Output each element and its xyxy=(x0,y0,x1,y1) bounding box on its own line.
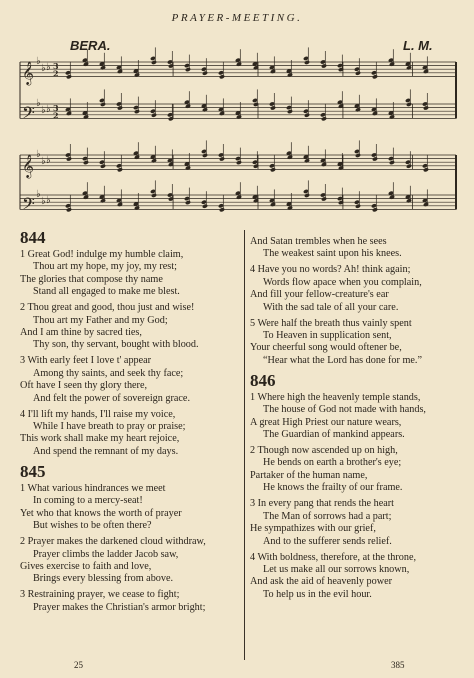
verse-line: 5 Were half the breath thus vainly spent xyxy=(250,317,412,329)
note-head xyxy=(304,113,310,118)
flat-icon: ♭ xyxy=(41,105,46,116)
verse-line: The Guardian of mankind appears. xyxy=(263,429,405,441)
hymn-block xyxy=(250,236,465,367)
note-head xyxy=(321,116,327,121)
note-head xyxy=(117,167,123,172)
verse-line: Thou art my Father and my God; xyxy=(33,314,168,326)
verse-line: Your cheerful song would oftener be, xyxy=(250,342,402,354)
note-head xyxy=(134,155,140,160)
verse-line: Among thy saints, and seek thy face; xyxy=(33,367,184,379)
note-head xyxy=(270,167,276,172)
stanza xyxy=(250,392,465,442)
note-head xyxy=(389,195,395,200)
verse-line: 1 Great God! indulge my humble claim, xyxy=(20,249,184,260)
note-head xyxy=(423,105,429,110)
page-number: 385 xyxy=(391,660,405,670)
note-head xyxy=(219,111,225,116)
note-head xyxy=(355,107,361,112)
note-head xyxy=(236,114,242,119)
note-head xyxy=(372,74,378,79)
verse-line: The glories that compose thy name xyxy=(20,273,163,285)
bass-clef: 𝄢 xyxy=(22,193,35,218)
hymn-number: 844 xyxy=(20,228,46,247)
note-head xyxy=(151,113,157,118)
note-head xyxy=(219,74,225,79)
verse-line: To Heaven in supplication sent, xyxy=(263,330,392,342)
note-head xyxy=(134,205,140,210)
note-head xyxy=(202,107,208,112)
note-head xyxy=(321,63,327,68)
note-head xyxy=(66,111,72,116)
stanza xyxy=(250,264,465,314)
flat-icon: ♭ xyxy=(41,156,46,167)
stanza xyxy=(250,445,465,495)
note-head xyxy=(287,205,293,210)
music-notation xyxy=(0,0,474,226)
flat-icon: ♭ xyxy=(46,195,51,206)
verse-line: And I am thine by sacred ties, xyxy=(20,327,142,339)
verse-line: This work shall make my heart rejoice, xyxy=(20,433,180,445)
verse-line: 3 With early feet I love t' appear xyxy=(20,355,152,367)
note-head xyxy=(270,202,276,207)
verse-line: Yet who that knows the worth of prayer xyxy=(20,507,182,519)
verse-line: “Hear what the Lord has done for me.” xyxy=(263,354,422,366)
verse-line: Brings every blessing from above. xyxy=(33,573,174,585)
verse-line: 3 Restraining prayer, we cease to fight; xyxy=(20,589,180,601)
note-head xyxy=(134,72,140,77)
verse-line: He sympathizes with our grief, xyxy=(250,523,376,535)
note-head xyxy=(117,202,123,207)
hymn-number: 845 xyxy=(20,461,46,481)
note-head xyxy=(287,155,293,160)
verse-line: Prayer makes the Christian's armor bright; xyxy=(33,601,206,613)
stanza xyxy=(20,355,242,405)
verse-line: He knows the frailty of our frame. xyxy=(263,482,403,494)
page-header: PRAYER-MEETING. xyxy=(171,12,303,24)
time-signature-top: 3 xyxy=(53,103,59,113)
verse-line: The Man of sorrows had a part; xyxy=(263,510,392,522)
treble-clef: 𝄞 xyxy=(22,153,34,178)
note-head xyxy=(83,160,89,165)
note-head xyxy=(100,198,106,203)
verse-line: 2 Prayer makes the darkened cloud withdraw, xyxy=(20,536,206,548)
note-head xyxy=(236,62,242,67)
verse-line: 4 I'll lift my hands, I'll raise my voice, xyxy=(20,408,176,420)
note-head xyxy=(83,114,89,119)
note-head xyxy=(83,62,89,67)
note-head xyxy=(423,202,429,207)
note-head xyxy=(372,156,378,161)
note-head xyxy=(185,104,191,109)
note-head xyxy=(83,195,89,200)
note-head xyxy=(406,164,412,169)
verse-line: The weakest saint upon his knees. xyxy=(263,248,402,260)
note-head xyxy=(321,162,327,167)
time-signature-bottom: 2 xyxy=(53,110,59,121)
flat-icon: ♭ xyxy=(46,104,51,115)
flat-icon: ♭ xyxy=(46,155,51,166)
verse-line: While I have breath to pray or praise; xyxy=(33,421,186,433)
verse-line: He bends on earth a brother's eye; xyxy=(263,457,402,469)
note-head xyxy=(117,69,123,74)
note-head xyxy=(304,158,310,163)
stanza xyxy=(20,249,242,299)
stanza xyxy=(20,483,242,533)
note-head xyxy=(185,165,191,170)
flat-icon: ♭ xyxy=(36,189,41,200)
verse-line: To help us in the evil hour. xyxy=(263,588,372,600)
hymn-number: 846 xyxy=(250,370,276,390)
note-head xyxy=(423,69,429,74)
verse-line: 1 Where high the heavenly temple stands, xyxy=(250,391,421,403)
note-head xyxy=(389,160,395,165)
note-head xyxy=(202,71,208,76)
note-head xyxy=(185,200,191,205)
note-head xyxy=(185,67,191,72)
verse-line: And to the sufferer sends relief. xyxy=(263,535,392,547)
stanza xyxy=(20,409,242,459)
note-head xyxy=(134,109,140,114)
verse-line: 1 What various hindrances we meet xyxy=(20,482,166,494)
verse-line: A great High Priest our nature wears, xyxy=(250,416,402,428)
verse-line: 3 In every pang that rends the heart xyxy=(250,498,394,510)
time-signature-bottom: 2 xyxy=(53,68,59,79)
note-head xyxy=(389,62,395,67)
verse-line: And Satan trembles when he sees xyxy=(250,236,387,247)
left-column xyxy=(20,228,242,618)
verse-line: The house of God not made with hands, xyxy=(263,404,426,416)
note-head xyxy=(287,72,293,77)
note-head xyxy=(151,158,157,163)
stanza xyxy=(250,236,465,261)
note-head xyxy=(304,193,310,198)
note-head xyxy=(372,207,378,212)
verse-line: Let us make all our sorrows known, xyxy=(263,563,410,575)
note-head xyxy=(372,111,378,116)
verse-line: 4 Have you no words? Ah! think again; xyxy=(250,264,411,276)
flat-icon: ♭ xyxy=(36,149,41,160)
note-head xyxy=(355,204,361,209)
note-head xyxy=(236,160,242,165)
verse-line: Prayer climbs the ladder Jacob saw, xyxy=(33,548,179,560)
tune-meter: L. M. xyxy=(403,38,433,53)
flat-icon: ♭ xyxy=(41,63,46,74)
stanza xyxy=(20,536,242,586)
stanza xyxy=(20,302,242,352)
verse-line: With the sad tale of all your care. xyxy=(263,301,399,313)
hymn-block xyxy=(20,462,242,614)
verse-line: And felt the power of sovereign grace. xyxy=(33,392,190,404)
note-head xyxy=(100,65,106,70)
right-column xyxy=(250,236,465,605)
note-head xyxy=(236,195,242,200)
verse-line: Gives exercise to faith and love, xyxy=(20,560,152,572)
hymn-block xyxy=(250,371,465,601)
note-head xyxy=(202,153,208,158)
time-signature-top: 3 xyxy=(53,61,59,71)
note-head xyxy=(151,193,157,198)
flat-icon: ♭ xyxy=(36,56,41,67)
note-head xyxy=(219,156,225,161)
note-head xyxy=(321,196,327,201)
verse-line: 2 Thou great and good, thou just and wise! xyxy=(20,302,195,314)
stanza xyxy=(250,318,465,368)
footer-signature-mark: 25 xyxy=(74,660,83,670)
note-head xyxy=(270,69,276,74)
verse-line: 2 Though now ascended up on high, xyxy=(250,445,398,457)
verse-line: Partaker of the human name, xyxy=(250,469,368,481)
note-head xyxy=(66,74,72,79)
note-head xyxy=(389,114,395,119)
column-divider xyxy=(244,230,245,660)
note-head xyxy=(100,164,106,169)
note-head xyxy=(66,156,72,161)
note-head xyxy=(406,198,412,203)
stanza xyxy=(250,498,465,548)
verse-line: But wishes to be often there? xyxy=(33,520,152,532)
verse-line: And fill your fellow-creature's ear xyxy=(250,289,389,301)
verse-line: In coming to a mercy-seat! xyxy=(33,495,143,507)
note-head xyxy=(406,65,412,70)
note-head xyxy=(287,109,293,114)
flat-icon: ♭ xyxy=(41,196,46,207)
verse-line: Words flow apace when you complain, xyxy=(263,276,422,288)
note-head xyxy=(304,60,310,65)
note-head xyxy=(219,207,225,212)
verse-line: Thy son, thy servant, bought with blood. xyxy=(33,339,199,351)
stanza xyxy=(20,589,242,614)
stanza xyxy=(250,552,465,602)
note-head xyxy=(151,60,157,65)
verse-line: And ask the aid of heavenly power xyxy=(250,576,393,588)
bass-clef: 𝄢 xyxy=(22,102,35,127)
note-head xyxy=(355,153,361,158)
verse-line: 4 With boldness, therefore, at the throne, xyxy=(250,551,417,563)
note-head xyxy=(66,207,72,212)
note-head xyxy=(406,102,412,107)
note-head xyxy=(100,102,106,107)
tune-name: BERA. xyxy=(70,38,111,53)
note-head xyxy=(355,71,361,76)
treble-clef: 𝄞 xyxy=(22,60,34,85)
verse-line: Oft have I seen thy glory there, xyxy=(20,380,148,392)
flat-icon: ♭ xyxy=(46,62,51,73)
note-head xyxy=(270,105,276,110)
note-head xyxy=(423,167,429,172)
verse-line: Thou art my hope, my joy, my rest; xyxy=(33,261,177,273)
note-head xyxy=(117,105,123,110)
verse-line: And spend the remnant of my days. xyxy=(33,445,179,457)
note-head xyxy=(202,204,208,209)
verse-line: Stand all engaged to make me blest. xyxy=(33,286,180,298)
hymn-block xyxy=(20,228,242,458)
flat-icon: ♭ xyxy=(36,98,41,109)
